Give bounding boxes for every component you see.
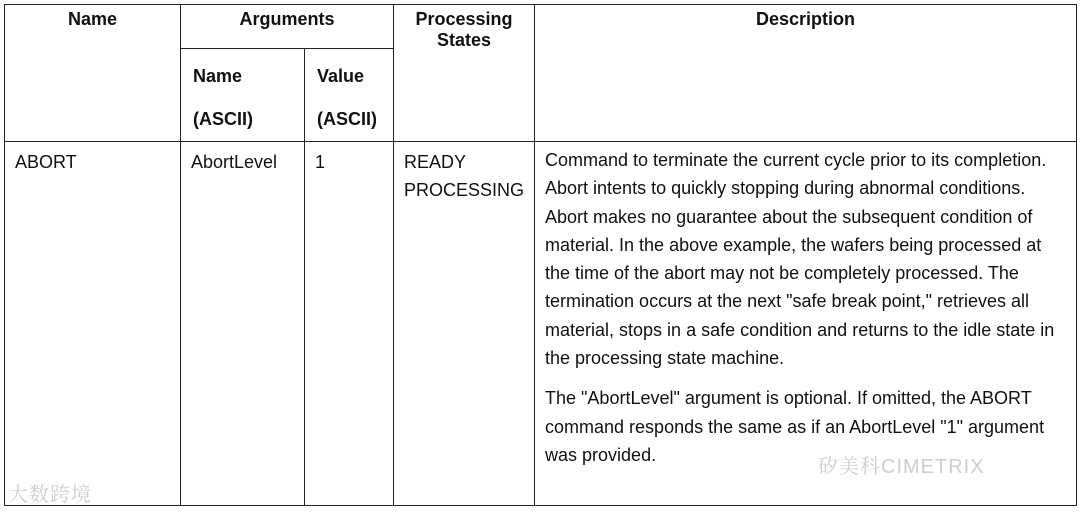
cell-description (535, 142, 1077, 506)
cell-command-name: ABORT (5, 142, 181, 506)
header-description: Description (535, 5, 1077, 142)
state-processing: PROCESSING (404, 180, 525, 200)
watermark-left: 大数跨境 (8, 484, 92, 506)
command-table (4, 4, 1077, 506)
header-arg-value-line1: Value (317, 66, 365, 86)
header-arg-name-line1: Name (193, 66, 243, 86)
header-processing-states-line1: Processing (415, 9, 513, 29)
cell-arg-value: 1 (305, 142, 394, 506)
description-paragraph-2: The "AbortLevel" argument is optional. If omitted, the ABORT command responds the same as if an AbortLevel "1" argument was provided. (545, 388, 1045, 465)
header-arg-name-line2: (ASCII) (193, 109, 253, 129)
state-ready: READY (404, 152, 467, 172)
header-arg-value-line2: (ASCII) (317, 109, 377, 129)
header-arg-value (305, 49, 394, 142)
header-arguments: Arguments (181, 5, 394, 49)
cell-states (394, 142, 535, 506)
header-arg-name (181, 49, 305, 142)
description-paragraph-1: Command to terminate the current cycle prior to its completion. Abort intents to quickly stopping during abnormal conditions. Abort makes no guarantee about the subsequent condition of material. In the above example, the wafers being processed at the time of the abort may not be completely processed. The termination occurs at the next "safe break point," retrieves all material, stops in a safe condition and returns to the idle state in the processing state machine. (545, 150, 1055, 369)
header-name: Name (5, 5, 181, 142)
header-processing-states-line2: States (437, 30, 492, 50)
header-processing-states (394, 5, 535, 142)
cell-arg-name: AbortLevel (181, 142, 305, 506)
header-row (5, 5, 1077, 49)
watermark-right: 矽美科CIMETRIX (818, 456, 985, 478)
